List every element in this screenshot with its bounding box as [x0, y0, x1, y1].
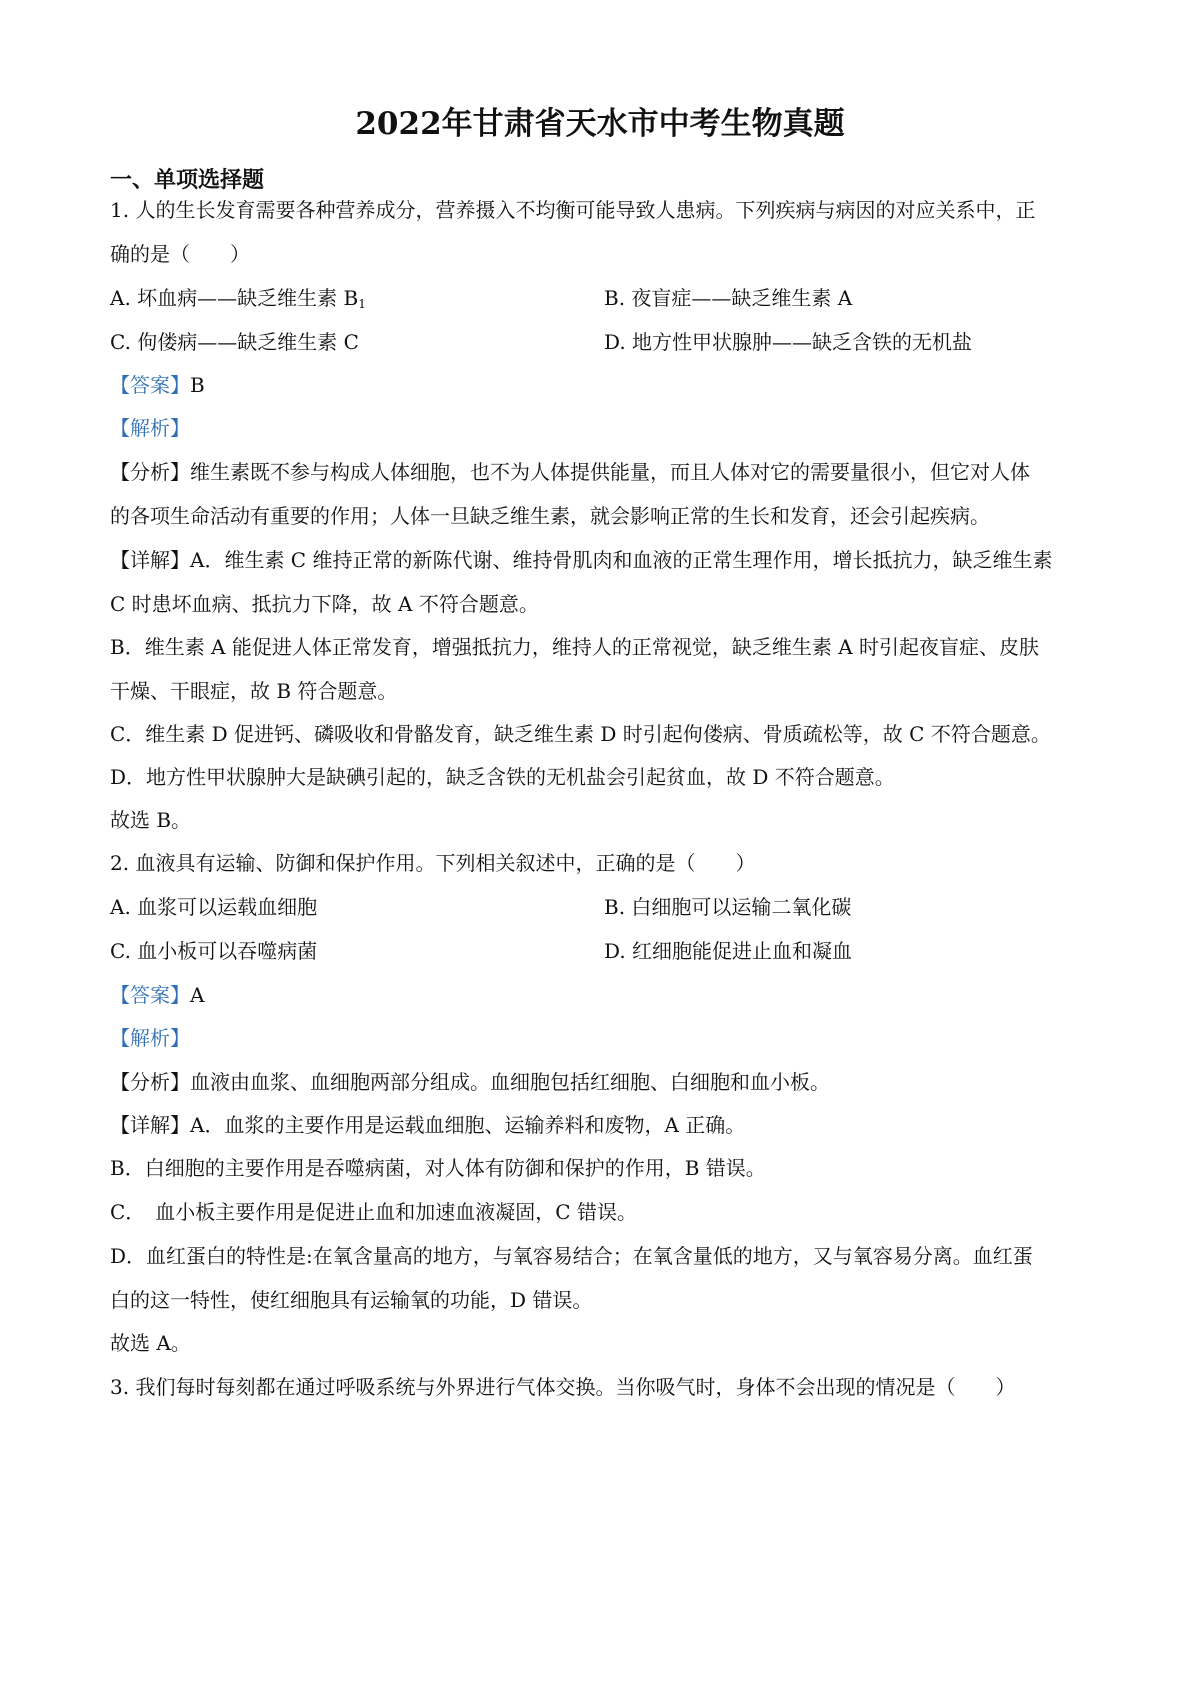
q1-option-d: D. 地方性甲状腺肿——缺乏含铁的无机盐 — [604, 330, 973, 354]
q2-xiangjie-tag: 【详解】 — [110, 1113, 190, 1137]
q2-option-b: B. 白细胞可以运输二氧化碳 — [604, 895, 852, 919]
q2-detail-a — [110, 1111, 1110, 1139]
q1-detail-b-line1: B．维生素 A 能促进人体正常发育，增强抵抗力，维持人的正常视觉，缺乏维生素 A 时引起夜盲症、皮肤 — [110, 635, 1040, 659]
q1-answer-tag: 【答案】 — [110, 373, 190, 397]
q2-detail-c: C． 血小板主要作用是促进止血和加速血液凝固，C 错误。 — [110, 1200, 637, 1224]
q1-option-a-text: A. 坏血病——缺乏维生素 B — [110, 286, 359, 310]
q1-analysis-tag: 【解析】 — [110, 416, 190, 440]
q2-option-d: D. 红细胞能促进止血和凝血 — [604, 939, 853, 963]
q2-option-a: A. 血浆可以运载血细胞 — [110, 895, 318, 919]
q1-answer-value: B — [190, 373, 205, 397]
q1-fenxi-line1 — [110, 458, 1110, 486]
q2-answer-tag: 【答案】 — [110, 983, 190, 1007]
q1-stem-line1: 1. 人的生长发育需要各种营养成分，营养摄入不均衡可能导致人患病。下列疾病与病因的对应关系中，正 — [110, 198, 1036, 222]
q1-answer — [110, 371, 1110, 399]
q1-option-a-subscript: 1 — [358, 297, 366, 311]
q1-conclusion: 故选 B。 — [110, 808, 192, 832]
q2-detail-a-text: A．血浆的主要作用是运载血细胞、运输养料和废物，A 正确。 — [190, 1113, 746, 1137]
q1-option-a — [110, 284, 366, 312]
q1-option-b: B. 夜盲症——缺乏维生素 A — [604, 286, 853, 310]
q2-detail-d-line1: D．血红蛋白的特性是:在氧含量高的地方，与氧容易结合；在氧含量低的地方，又与氧容易分离。血红蛋 — [110, 1244, 1033, 1268]
q2-answer — [110, 981, 1110, 1009]
q1-detail-c: C．维生素 D 促进钙、磷吸收和骨骼发育，缺乏维生素 D 时引起佝偻病、骨质疏松等，故 C 不符合题意。 — [110, 722, 1051, 746]
q2-stem: 2. 血液具有运输、防御和保护作用。下列相关叙述中，正确的是（ ） — [110, 851, 756, 875]
q1-xiangjie-tag: 【详解】 — [110, 548, 190, 572]
q1-option-c: C. 佝偻病——缺乏维生素 C — [110, 330, 359, 354]
document-title: 2022年甘肃省天水市中考生物真题 — [355, 106, 845, 142]
q1-detail-a-line1 — [110, 546, 1110, 574]
q2-analysis-heading — [110, 1024, 1110, 1052]
q1-stem-line2: 确的是（ ） — [110, 242, 250, 266]
q3-stem: 3. 我们每时每刻都在通过呼吸系统与外界进行气体交换。当你吸气时，身体不会出现的情况是（ ） — [110, 1375, 1016, 1399]
q2-fenxi — [110, 1068, 1110, 1096]
q1-detail-a-text1: A．维生素 C 维持正常的新陈代谢、维持骨肌肉和血液的正常生理作用，增长抵抗力，缺乏维生素 — [190, 548, 1053, 572]
q2-fenxi-tag: 【分析】 — [110, 1070, 190, 1094]
q1-detail-d: D．地方性甲状腺肿大是缺碘引起的，缺乏含铁的无机盐会引起贫血，故 D 不符合题意。 — [110, 765, 895, 789]
q2-fenxi-text: 血液由血浆、血细胞两部分组成。血细胞包括红细胞、白细胞和血小板。 — [190, 1070, 830, 1094]
q1-fenxi-line2: 的各项生命活动有重要的作用；人体一旦缺乏维生素，就会影响正常的生长和发育，还会引起疾病。 — [110, 504, 990, 528]
q1-detail-a-line2: C 时患坏血病、抵抗力下降，故 A 不符合题意。 — [110, 592, 539, 616]
q2-detail-b: B．白细胞的主要作用是吞噬病菌，对人体有防御和保护的作用，B 错误。 — [110, 1156, 766, 1180]
q1-analysis-heading — [110, 414, 1110, 442]
q1-fenxi-tag: 【分析】 — [110, 460, 190, 484]
q2-detail-d-line2: 白的这一特性，使红细胞具有运输氧的功能，D 错误。 — [110, 1288, 593, 1312]
q1-fenxi-text1: 维生素既不参与构成人体细胞，也不为人体提供能量，而且人体对它的需要量很小，但它对人体 — [190, 460, 1030, 484]
q2-option-c: C. 血小板可以吞噬病菌 — [110, 939, 318, 963]
section-heading: 一、单项选择题 — [110, 167, 265, 193]
q2-conclusion: 故选 A。 — [110, 1331, 191, 1355]
q1-detail-b-line2: 干燥、干眼症，故 B 符合题意。 — [110, 679, 398, 703]
q2-analysis-tag: 【解析】 — [110, 1026, 190, 1050]
q2-answer-value: A — [190, 983, 205, 1007]
